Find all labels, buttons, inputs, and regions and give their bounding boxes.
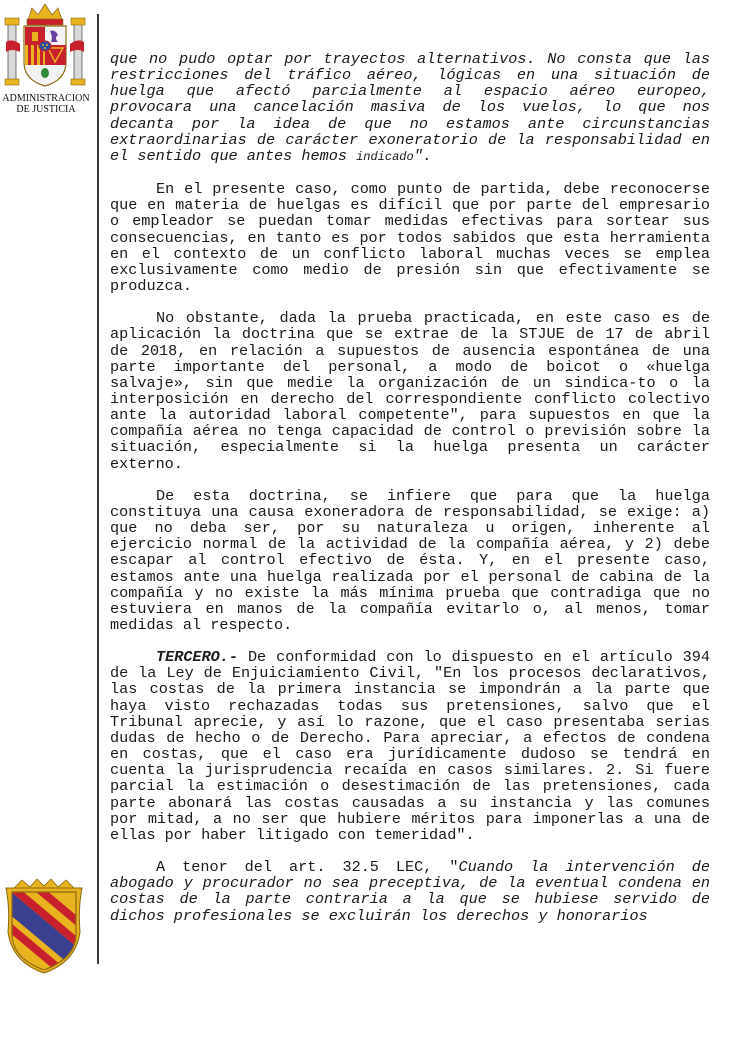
paragraph-6 (110, 859, 710, 924)
section-heading-tercero: TERCERO.- (156, 648, 239, 667)
admin-label-line2: DE JUSTICIA (16, 104, 76, 115)
administracion-de-justicia-label (0, 93, 92, 115)
paragraph-4: De esta doctrina, se infiere que para que la huelga constituya una causa exoneradora de responsabilidad, se exige: a) que no deba ser, por su naturaleza u origen, inherente al ejercicio normal de la actividad de la compañía aérea, y 2) debe escapar al control efectivo de ésta. Y, en el presente caso, estamos ante una huelga realizada por el personal de cabina de la compañía y no existe la más mínima prueba que contradiga que no estuviera en manos de la compañía evitarlo o, al menos, tomar medidas al respecto. (110, 486, 710, 634)
paragraph-6-italic-quote: Cuando la intervención de abogado y procurador no sea preceptiva, de la eventual condena en costas de la parte contraria a la que se hubiese servido de dichos profesionales se excluirán los derechos y honorarios (110, 858, 710, 925)
document-body (110, 51, 710, 924)
paragraph-1-small-word: indicado (356, 149, 414, 164)
paragraph-5-text: De conformidad con lo dispuesto en el artículo 394 de la Ley de Enjuiciamiento Civil, "En los procesos declarativos, las costas de la primera instancia se impondrán a la parte que haya visto rechazadas todas sus pretensiones, salvo que el Tribunal aprecie, y así lo razone, que el caso presentaba serias dudas de hecho o de Derecho. Para apreciar, a efectos de condena en costas, que el caso era jurídicamente dudoso se tendrá en cuenta la jurisprudencia recaída en casos similares. 2. Si fuere parcial la estimación o desestimación de las pretensiones, cada parte abonará las costas causadas a su instancia y las comunes por mitad, a no ser que hubiere méritos para imponerlas a una de ellas por haber litigado con temeridad". (110, 648, 710, 844)
spain-coat-of-arms-icon (2, 2, 88, 94)
paragraph-5 (110, 649, 710, 843)
admin-label-line1: ADMINISTRACION (2, 93, 90, 104)
margin-rule (97, 14, 99, 964)
paragraph-1 (110, 51, 710, 165)
paragraph-3: No obstante, dada la prueba practicada, en este caso es de aplicación la doctrina que se extrae de la STJUE de 17 de abril de 2018, en relación a supuestos de ausencia espontánea de una parte importante del personal, a modo de boicot o «huelga salvaje», sin que medie la organización de un sindica-to o la interposición en derecho del correspondiente conflicto colectivo ante la autoridad laboral competente", para supuestos en que la compañía aérea no tenga capacidad de control o previsión sobre la situación, especialmente si la huelga presenta un carácter externo. (110, 309, 710, 473)
paragraph-1-end: ". (413, 146, 432, 165)
paragraph-6-lead: A tenor del art. 32.5 LEC, " (156, 858, 459, 877)
paragraph-1-text: que no pudo optar por trayectos alternativos. No consta que las restricciones del tráfico aéreo, lógicas en una situación de huelga que afectó parcialmente al espacio aéreo europeo, provocara una cancelación masiva de los vuelos, lo que nos decanta por la idea de que no estamos ante circunstancias extraordinarias de carácter exoneratorio de la responsabilidad en el sentido que antes hemos (110, 50, 710, 165)
paragraph-2: En el presente caso, como punto de partida, debe reconocerse que en materia de huelgas es difícil que por parte del empresario o empleador se puedan tomar medidas efectivas para sortear sus consecuencias, en tanto es por todos sabidos que esta herramienta en el contexto de un conflicto laboral muchas veces se emplea exclusivamente como medio de presión sin que efectivamente se produzca. (110, 180, 710, 296)
balearic-islands-coat-of-arms-icon (2, 878, 86, 974)
